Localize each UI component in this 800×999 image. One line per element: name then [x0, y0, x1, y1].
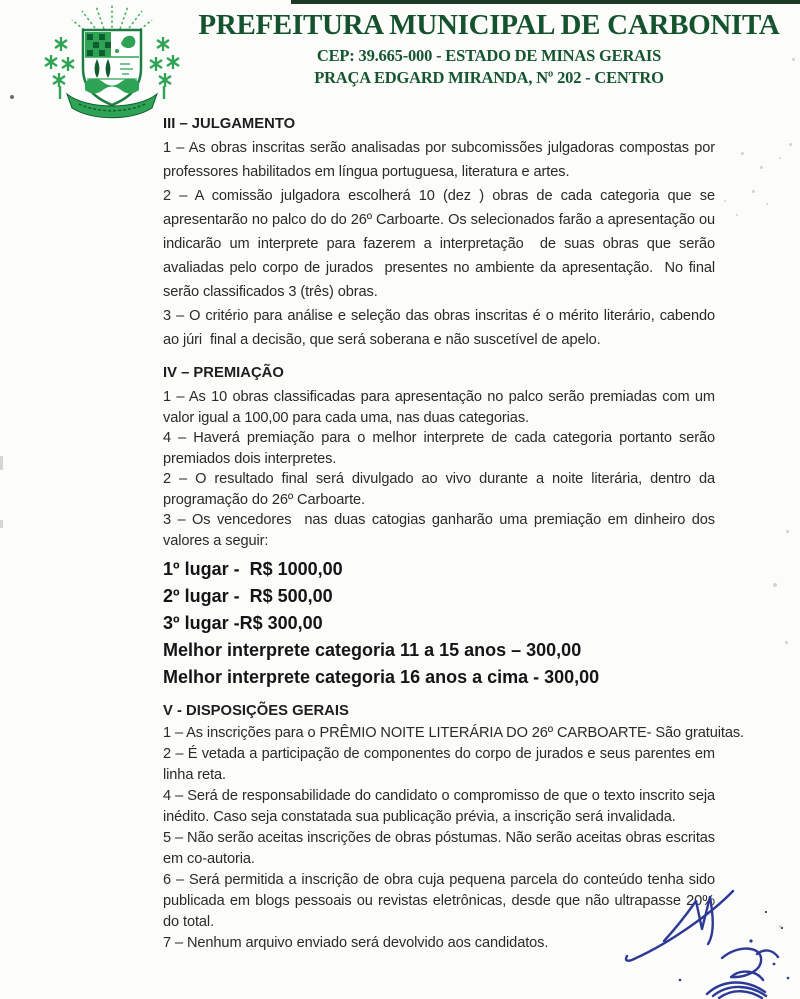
scan-edge-mark: [0, 520, 3, 528]
scan-speck: [10, 95, 14, 99]
prize-line-first-place: 1º lugar - R$ 1000,00: [163, 559, 343, 579]
scan-speck: [736, 214, 738, 216]
scan-speck: [760, 166, 763, 169]
paragraph: 1 – As obras inscritas serão analisadas por subcomissões julgadoras compostas por professores habilitados em língua portuguesa, literatura e artes.: [163, 140, 719, 180]
org-address-line2: PRAÇA EDGARD MIRANDA, Nº 202 - CENTRO: [314, 68, 664, 87]
paragraph: 4 – Será de responsabilidade do candidato o compromisso de que o texto inscrito seja inédito. Caso seja constatada sua publicação prévia, a inscrição será invalidada.: [163, 788, 719, 825]
scan-speck: [770, 23, 773, 26]
scan-speck: [779, 157, 781, 159]
paragraph: 1 – As inscrições para o PRÊMIO NOITE LITERÁRIA DO 26º CARBOARTE- São gratuitas.: [163, 725, 745, 741]
letterhead: [183, 8, 795, 88]
scan-speck: [766, 203, 768, 205]
scan-speck: [779, 925, 782, 928]
section-heading-disposicoes: V - DISPOSIÇÕES GERAIS: [163, 703, 349, 719]
scan-edge-mark: [0, 456, 3, 470]
prize-line-best-interpreter-11-15: Melhor interprete categoria 11 a 15 anos – 300,00: [163, 640, 582, 660]
paragraph: 2 – É vetada a participação de componentes do corpo de jurados e seus parentes em linha reta.: [163, 746, 719, 783]
paragraph: 4 – Haverá premiação para o melhor interprete de cada categoria portanto serão premiados dois interpretes.: [163, 430, 719, 467]
right-tree-icon: [150, 37, 179, 99]
section-premiacao: [163, 361, 719, 691]
shield-icon: [83, 30, 141, 105]
paragraph: 2 – O resultado final será divulgado ao vivo durante a noite literária, dentro da programação do 26º Carboarte.: [163, 471, 719, 508]
scan-artifact-bar: [291, 0, 800, 4]
section-heading-julgamento: III – JULGAMENTO: [163, 116, 296, 132]
paragraph: 7 – Nenhum arquivo enviado será devolvido aos candidatos.: [163, 935, 549, 951]
scan-speck: [724, 200, 726, 202]
scan-speck: [773, 583, 777, 587]
prize-line-best-interpreter-16-up: Melhor interprete categoria 16 anos a cima - 300,00: [163, 667, 600, 687]
paragraph: 1 – As 10 obras classificadas para apresentação no palco serão premiadas com um valor igual a 100,00 para cada uma, nas duas categorias.: [163, 389, 719, 426]
paragraph: 2 – A comissão julgadora escolherá 10 (dez ) obras de cada categoria que se apresentarão no palco do do 26º Carboarte. Os selecionados farão a apresentação ou indicarão um interprete para fazerem a interpretação de suas obras que serão avaliadas pelo corpo de jurados presentes no ambiente da apresentação. No final serão classificados 3 (três) obras.: [163, 188, 719, 300]
prize-list: [163, 556, 715, 691]
paragraph: 3 – O critério para análise e seleção das obras inscritas é o mérito literário, cabendo ao júri final a decisão, que será soberana e não suscetível de apelo.: [163, 308, 719, 348]
scan-speck: [789, 143, 792, 146]
prize-line-third-place: 3º lugar -R$ 300,00: [163, 613, 323, 633]
org-address-line1: CEP: 39.665-000 - ESTADO DE MINAS GERAIS: [316, 46, 662, 65]
document-body: [163, 112, 745, 954]
section-heading-premiacao: IV – PREMIAÇÃO: [163, 365, 284, 381]
org-title: PREFEITURA MUNICIPAL DE CARBONITA: [198, 9, 780, 41]
scan-speck: [741, 152, 744, 155]
scan-speck: [785, 641, 788, 644]
scan-speck: [786, 530, 789, 533]
signature-scribble: [610, 884, 798, 999]
section-julgamento: [163, 112, 719, 352]
paragraph: 3 – Os vencedores nas duas catogias ganharão uma premiação em dinheiro dos valores a seguir:: [163, 512, 719, 549]
scan-speck: [752, 190, 755, 193]
prize-line-second-place: 2º lugar - R$ 500,00: [163, 586, 333, 606]
scan-speck: [792, 58, 795, 61]
coat-of-arms-logo: [36, 2, 188, 120]
left-tree-icon: [45, 37, 74, 99]
paragraph: 5 – Não serão aceitas inscrições de obras póstumas. Não serão aceitas obras escritas em co-autoria.: [163, 830, 719, 867]
paragraph: 6 – Será permitida a inscrição de obra cuja pequena parcela do conteúdo tenha sido publicada em blogs pessoais ou revistas eletrônicas, desde que não ultrapasse 20% do total.: [163, 872, 719, 930]
